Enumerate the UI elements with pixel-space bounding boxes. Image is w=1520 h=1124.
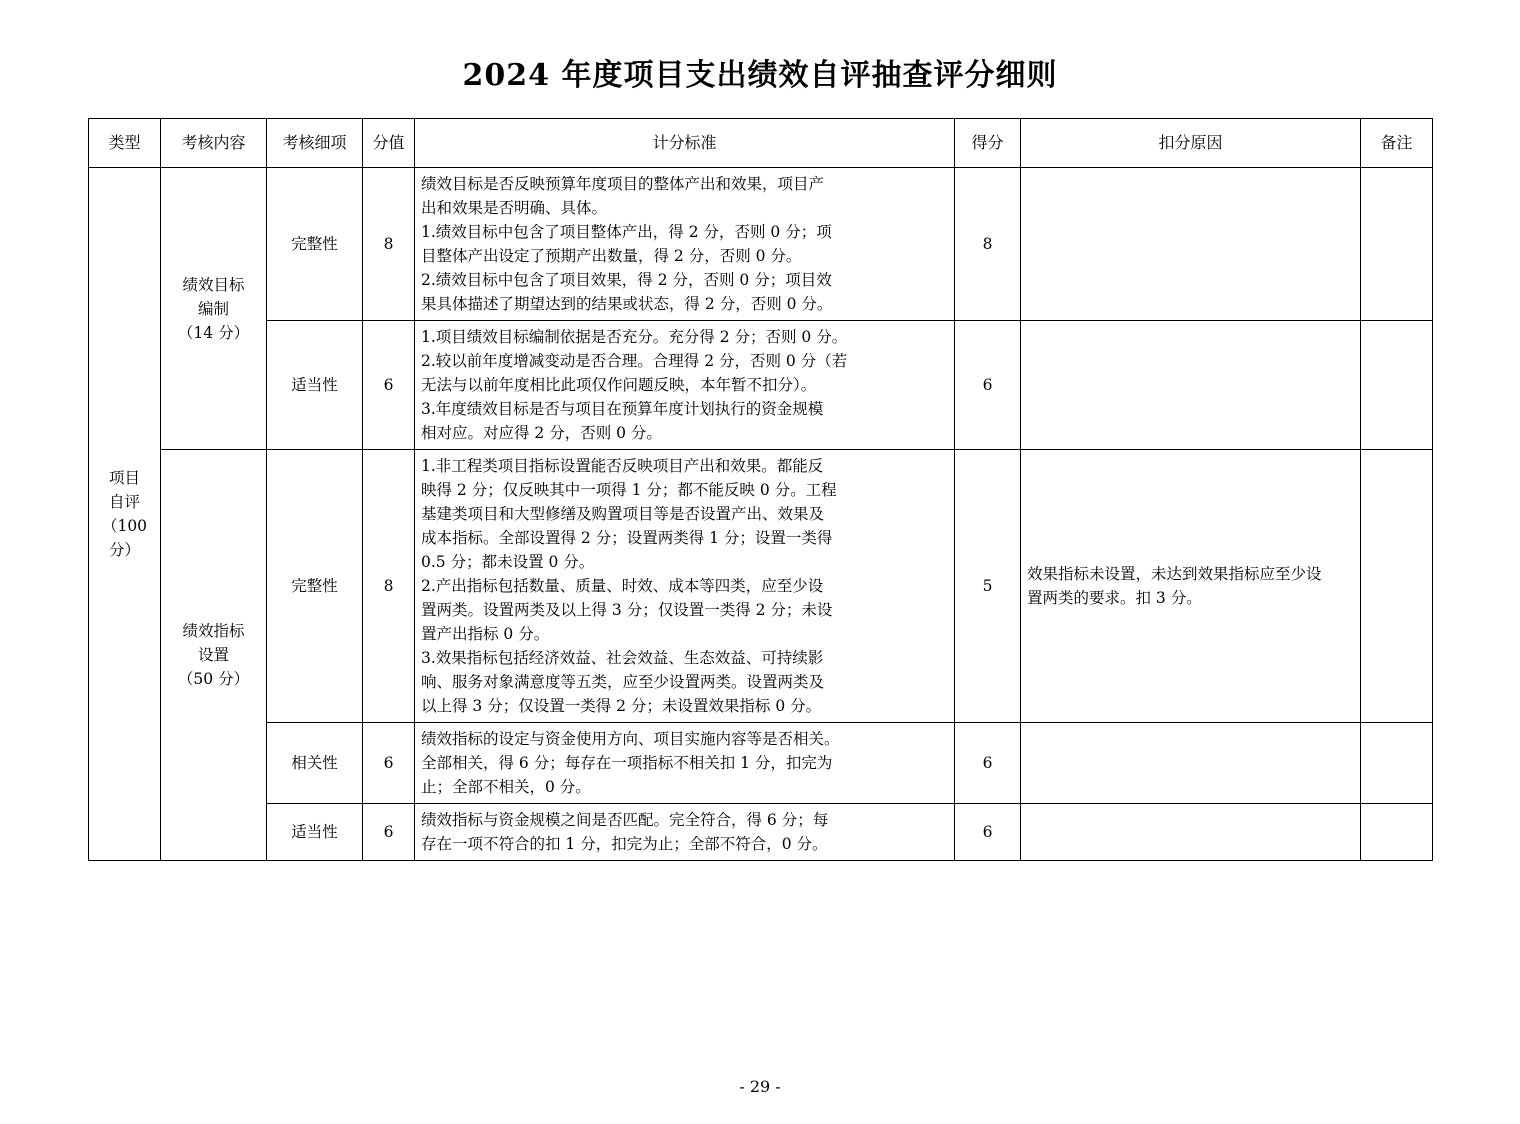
scoring-table [88,118,1433,861]
cell-subitem: 完整性 [267,450,363,723]
cell-deduction-reason: 效果指标未设置，未达到效果指标应至少设 置两类的要求。扣 3 分。 [1021,450,1361,723]
cell-criteria: 1.非工程类项目指标设置能否反映项目产出和效果。都能反 映得 2 分；仅反映其中一项得 1 分；都不能反映 0 分。工程 基建类项目和大型修缮及购置项目等是否设置产出、效果及 成本指标。全部设置得 2 分；设置两类得 1 分；设置一类得 0.5 分；都未设置 0 分。 2.产出指标包括数量、质量、时效、成本等四类，应至少设 置两类。设置两类及以上得 3 分；仅设置一类得 2 分；未设 置产出指标 0 分。 3.效果指标包括经济效益、社会效益、生态效益、可持续影 响、服务对象满意度等五类，应至少设置两类。设置两类及 以上得 3 分；仅设置一类得 2 分；未设置效果指标 0 分。 [415,450,955,723]
table-row [89,450,1433,723]
header-criteria: 计分标准 [415,119,955,168]
header-remark: 备注 [1361,119,1433,168]
table-row [89,804,1433,861]
cell-subitem: 适当性 [267,804,363,861]
cell-deduction-reason [1021,168,1361,321]
header-subitem: 考核细项 [267,119,363,168]
cell-criteria: 绩效目标是否反映预算年度项目的整体产出和效果，项目产 出和效果是否明确、具体。 1.绩效目标中包含了项目整体产出，得 2 分，否则 0 分；项 目整体产出设定了预期产出数量，得 2 分，否则 0 分。 2.绩效目标中包含了项目效果，得 2 分，否则 0 分；项目效 果具体描述了期望达到的结果或状态，得 2 分，否则 0 分。 [415,168,955,321]
header-type: 类型 [89,119,161,168]
cell-remark [1361,723,1433,804]
page-title: 2024 年度项目支出绩效自评抽查评分细则 [462,58,1058,93]
document-page [0,50,1520,1124]
cell-content-group-1: 绩效目标 编制 （14 分） [161,168,267,450]
cell-criteria: 1.项目绩效目标编制依据是否充分。充分得 2 分；否则 0 分。 2.较以前年度增减变动是否合理。合理得 2 分，否则 0 分（若 无法与以前年度相比此项仅作问题反映，本年暂不扣分）。 3.年度绩效目标是否与项目在预算年度计划执行的资金规模 相对应。对应得 2 分，否则 0 分。 [415,321,955,450]
cell-score: 6 [363,723,415,804]
cell-score: 6 [363,804,415,861]
cell-got-score: 8 [955,168,1021,321]
page-number: - 29 - [739,1077,781,1096]
cell-deduction-reason [1021,723,1361,804]
cell-remark [1361,321,1433,450]
cell-subitem: 适当性 [267,321,363,450]
cell-got-score: 6 [955,723,1021,804]
cell-criteria: 绩效指标的设定与资金使用方向、项目实施内容等是否相关。 全部相关，得 6 分；每存在一项指标不相关扣 1 分，扣完为 止；全部不相关，0 分。 [415,723,955,804]
cell-subitem: 完整性 [267,168,363,321]
cell-remark [1361,450,1433,723]
table-row [89,321,1433,450]
cell-got-score: 6 [955,321,1021,450]
table-header-row [89,119,1433,168]
header-got: 得分 [955,119,1021,168]
cell-got-score: 5 [955,450,1021,723]
cell-deduction-reason [1021,804,1361,861]
cell-type: 项目 自评 （100 分） [89,168,161,861]
header-score: 分值 [363,119,415,168]
cell-got-score: 6 [955,804,1021,861]
cell-criteria: 绩效指标与资金规模之间是否匹配。完全符合，得 6 分；每 存在一项不符合的扣 1 分，扣完为止；全部不符合，0 分。 [415,804,955,861]
cell-content-group-2: 绩效指标 设置 （50 分） [161,450,267,861]
cell-score: 8 [363,450,415,723]
table-row [89,168,1433,321]
cell-remark [1361,804,1433,861]
table-row [89,723,1433,804]
cell-remark [1361,168,1433,321]
header-content: 考核内容 [161,119,267,168]
cell-subitem: 相关性 [267,723,363,804]
cell-deduction-reason [1021,321,1361,450]
cell-score: 6 [363,321,415,450]
header-reason: 扣分原因 [1021,119,1361,168]
cell-score: 8 [363,168,415,321]
